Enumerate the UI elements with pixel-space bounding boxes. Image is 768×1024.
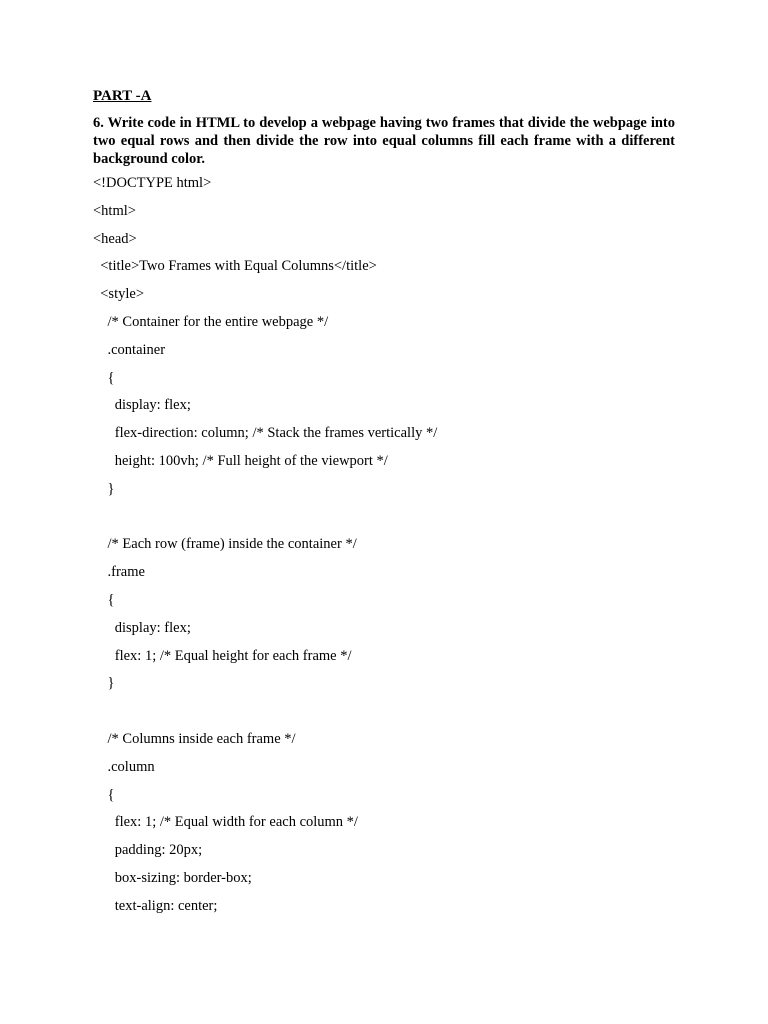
code-line: flex-direction: column; /* Stack the frames vertically */ [93, 425, 438, 442]
document-page [93, 86, 675, 921]
code-line: } [93, 480, 115, 497]
code-line: { [93, 591, 115, 608]
code-line: text-align: center; [93, 897, 218, 914]
code-line: .column [93, 758, 155, 775]
code-line: /* Container for the entire webpage */ [93, 313, 329, 330]
code-line: /* Columns inside each frame */ [93, 730, 296, 747]
code-line: /* Each row (frame) inside the container */ [93, 536, 357, 553]
code-line: display: flex; [93, 619, 191, 636]
code-line: <style> [93, 286, 144, 303]
code-line: <!DOCTYPE html> [93, 175, 212, 191]
code-line: { [93, 786, 115, 803]
code-line: <title>Two Frames with Equal Columns</title> [93, 258, 377, 275]
question-text: 6. Write code in HTML to develop a webpage having two frames that divide the webpage into two equal rows and then divide the row into equal columns fill each frame with a different background color. [93, 115, 675, 167]
code-line: flex: 1; /* Equal width for each column */ [93, 814, 358, 831]
code-line: padding: 20px; [93, 842, 203, 859]
code-line: flex: 1; /* Equal height for each frame */ [93, 647, 352, 664]
code-listing [93, 170, 675, 921]
code-line: { [93, 369, 115, 386]
code-line: height: 100vh; /* Full height of the viewport */ [93, 452, 388, 469]
code-line: .container [93, 341, 166, 358]
code-line: <html> [93, 202, 136, 219]
code-line: display: flex; [93, 397, 191, 414]
code-line: .frame [93, 564, 145, 581]
code-line [93, 698, 675, 726]
code-line: } [93, 675, 115, 692]
section-heading: PART -A [93, 88, 152, 104]
code-line [93, 504, 675, 532]
code-line: <head> [93, 230, 137, 247]
code-line: box-sizing: border-box; [93, 869, 252, 886]
